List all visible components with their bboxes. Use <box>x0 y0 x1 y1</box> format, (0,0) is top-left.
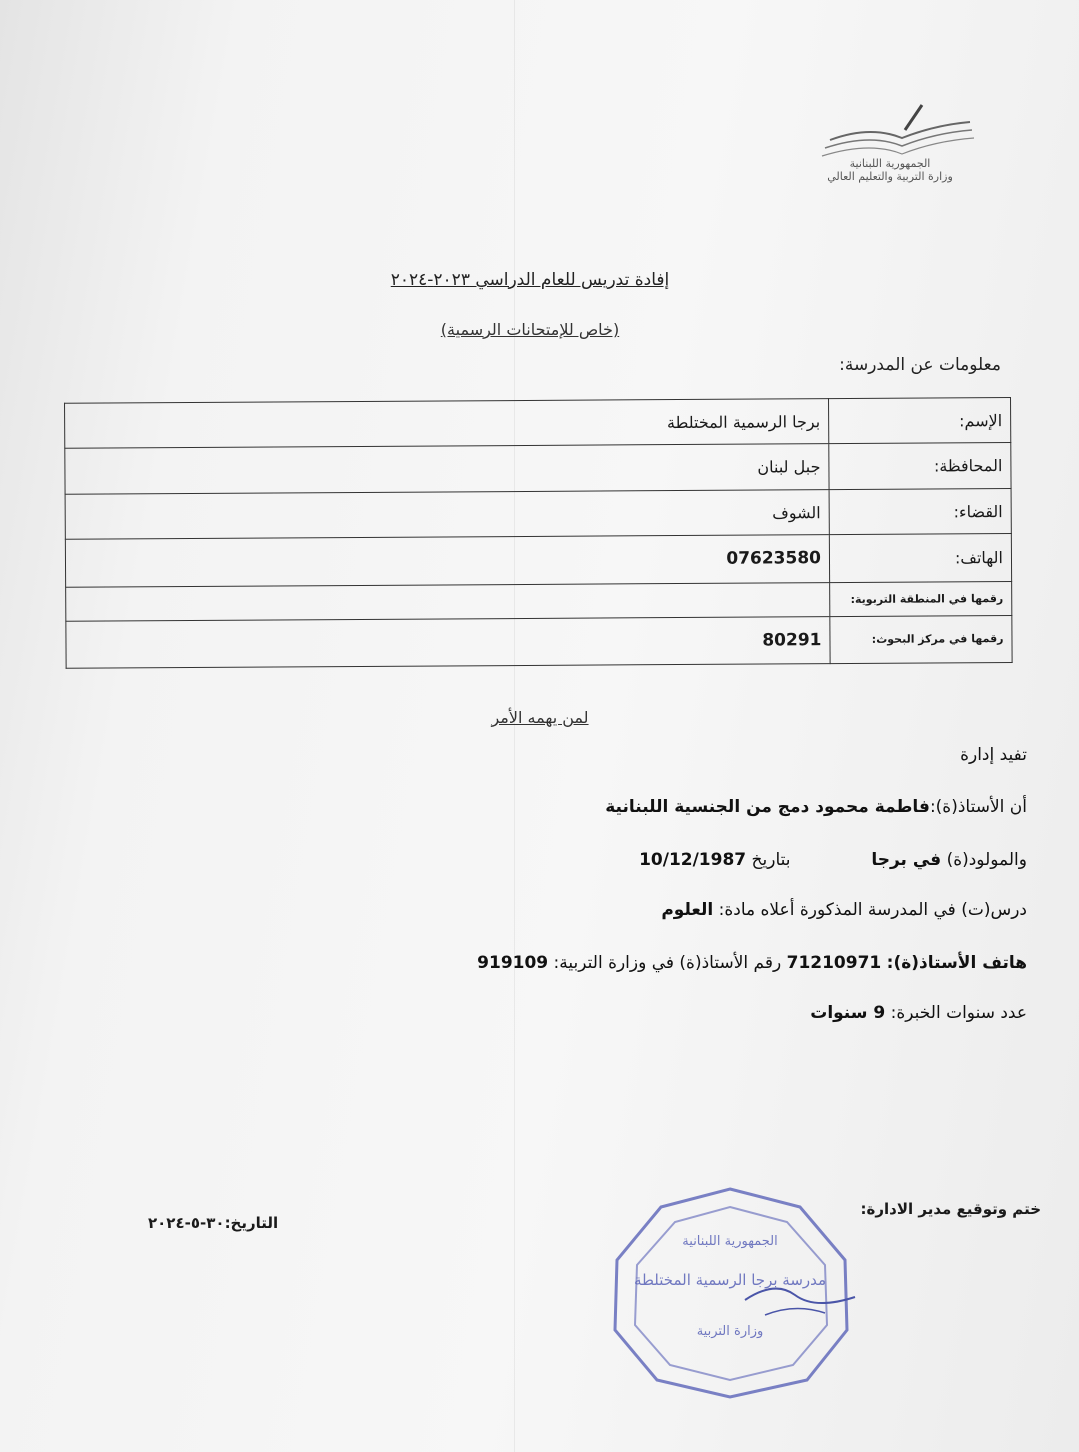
document-date <box>148 1214 278 1232</box>
born-date-label: بتاريخ <box>751 850 791 870</box>
teacher-phone-label: هاتف الأستاذ(ة): <box>886 953 1027 973</box>
teacher-phone: 71210971 <box>786 953 882 973</box>
stamp-text-middle: مدرسة برجا الرسمية المختلطة <box>633 1271 827 1289</box>
label-research-center: رقمها في مركز البحوث: <box>830 615 1012 663</box>
value-research-center: 80291 <box>66 616 830 668</box>
label-name: الإسم: <box>829 398 1011 445</box>
official-stamp <box>595 1185 865 1400</box>
stamp-text-top: الجمهورية اللبنانية <box>682 1234 778 1249</box>
experience-value: 9 سنوات <box>810 1003 886 1023</box>
label-district: القضاء: <box>829 488 1011 535</box>
table-row-district <box>65 488 1011 539</box>
value-name: برجا الرسمية المختلطة <box>65 399 829 449</box>
phone-line <box>477 953 1027 973</box>
ministry-number: 919109 <box>477 953 549 973</box>
document-subtitle: (خاص للإمتحانات الرسمية) <box>440 320 620 339</box>
ministry-number-label: رقم الأستاذ(ة) في وزارة التربية: <box>553 953 782 973</box>
teacher-name: فاطمة محمود دمج من الجنسية اللبنانية <box>605 797 930 817</box>
school-info-table <box>64 397 1013 669</box>
label-educational-zone: رقمها في المنطقة التربوية: <box>830 581 1012 616</box>
ministry-line1: الجمهورية اللبنانية <box>849 157 931 170</box>
table-row-name <box>65 398 1011 449</box>
table-row-educational-zone <box>66 581 1012 621</box>
value-district: الشوف <box>65 489 829 539</box>
table-row-governorate <box>65 443 1011 494</box>
born-date: 10/12/1987 <box>639 850 747 870</box>
teacher-line <box>605 797 1027 817</box>
experience-label: عدد سنوات الخبرة: <box>890 1003 1027 1023</box>
birth-line <box>639 850 1027 870</box>
table-row-phone <box>65 534 1011 587</box>
value-educational-zone <box>66 582 830 621</box>
label-governorate: المحافظة: <box>829 443 1011 490</box>
table-row-research-center <box>66 615 1012 668</box>
stamp-text-bottom: وزارة التربية <box>696 1324 764 1339</box>
to-whom-it-may-concern: لمن يهمه الأمر <box>491 708 589 727</box>
experience-line <box>810 1003 1027 1023</box>
intro-text: تفيد إدارة <box>960 745 1027 765</box>
teacher-prefix: أن الأستاذ(ة): <box>929 797 1027 817</box>
subject-line <box>661 900 1027 920</box>
date-value: ٣٠-٥-٢٠٢٤ <box>148 1214 225 1232</box>
date-label: التاريخ: <box>224 1214 279 1232</box>
signature-scribble <box>745 1289 855 1303</box>
ministry-header <box>800 157 980 183</box>
document-title: إفادة تدريس للعام الدراسي ٢٠٢٣-٢٠٢٤ <box>390 270 670 290</box>
taught-prefix: درس(ت) في المدرسة المذكورة أعلاه مادة: <box>718 900 1027 920</box>
born-prefix: والمولود(ة) <box>946 850 1027 870</box>
ministry-line2: وزارة التربية والتعليم العالي <box>827 170 953 183</box>
born-place: في برجا <box>871 850 942 870</box>
signature-label: ختم وتوقيع مدير الادارة: <box>860 1200 1041 1218</box>
school-info-heading: معلومات عن المدرسة: <box>839 355 1001 375</box>
intro-line <box>960 745 1027 765</box>
value-governorate: جبل لبنان <box>65 444 829 494</box>
label-phone: الهاتف: <box>829 534 1011 582</box>
subject: العلوم <box>661 900 714 920</box>
value-phone: 07623580 <box>65 535 829 587</box>
